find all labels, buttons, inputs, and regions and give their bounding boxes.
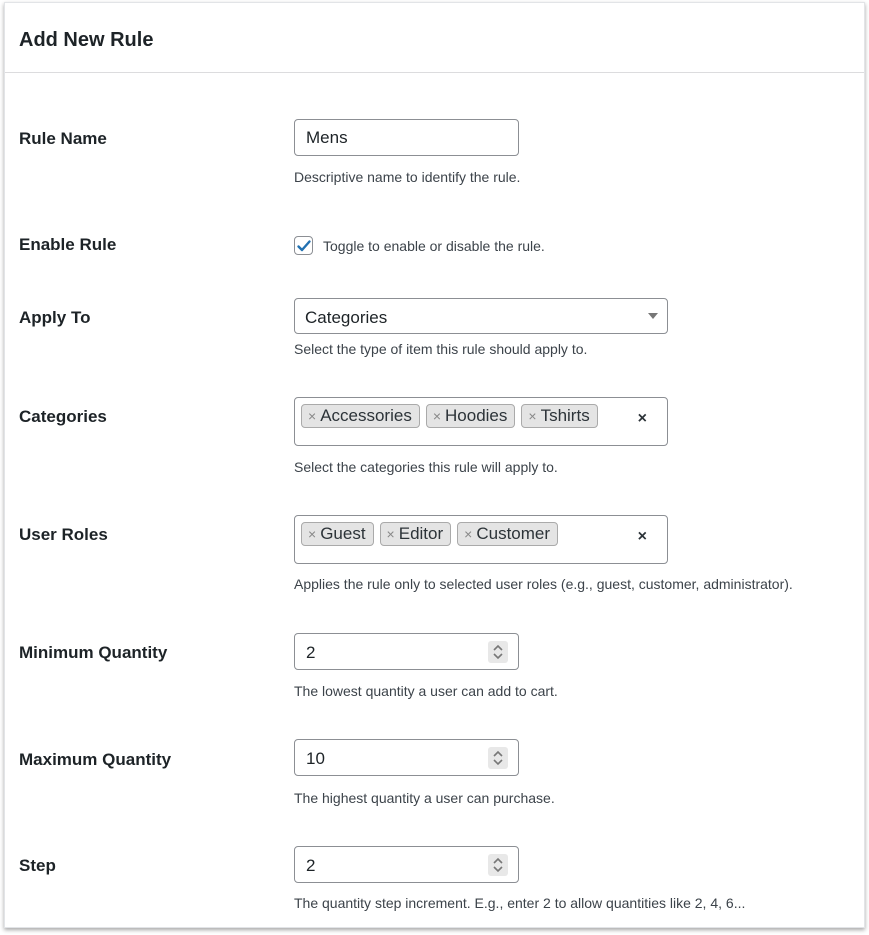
maximum-quantity-label: Maximum Quantity: [19, 750, 172, 769]
close-icon[interactable]: ×: [528, 408, 537, 424]
step-value: 2: [306, 856, 316, 875]
minimum-quantity-description: The lowest quantity a user can add to cart.: [294, 683, 558, 699]
role-tag-customer: [457, 522, 558, 546]
tag-label: Accessories: [320, 406, 412, 425]
number-spinner-icon[interactable]: [488, 854, 508, 876]
clear-all-icon[interactable]: ×: [637, 410, 647, 427]
rule-name-input[interactable]: [294, 119, 519, 156]
maximum-quantity-input[interactable]: [294, 739, 519, 776]
apply-to-description: Select the type of item this rule should apply to.: [294, 341, 588, 357]
close-icon[interactable]: ×: [464, 526, 473, 542]
step-label: Step: [19, 856, 56, 875]
tag-label: Editor: [398, 524, 444, 543]
category-tag-accessories: [301, 404, 420, 428]
close-icon[interactable]: ×: [386, 526, 395, 542]
clear-all-icon[interactable]: ×: [637, 528, 647, 545]
apply-to-selected-value: Categories: [305, 308, 388, 327]
minimum-quantity-label: Minimum Quantity: [19, 643, 168, 662]
step-input[interactable]: [294, 846, 519, 883]
close-icon[interactable]: ×: [432, 408, 442, 424]
categories-label: Categories: [19, 407, 107, 426]
enable-rule-checkbox[interactable]: [294, 236, 313, 255]
rule-name-label: Rule Name: [19, 129, 107, 148]
panel-header: [5, 3, 864, 73]
apply-to-label: Apply To: [19, 308, 91, 327]
page-title: Add New Rule: [19, 29, 154, 51]
number-spinner-icon[interactable]: [488, 747, 508, 769]
tag-label: Guest: [320, 524, 366, 543]
role-tag-guest: [301, 522, 374, 546]
rule-name-description: Descriptive name to identify the rule.: [294, 169, 521, 185]
user-roles-multiselect[interactable]: [294, 515, 668, 564]
role-tag-editor: [380, 522, 452, 546]
maximum-quantity-description: The highest quantity a user can purchase.: [294, 790, 555, 806]
enable-rule-label: Enable Rule: [19, 235, 117, 254]
checkmark-icon: [296, 238, 312, 254]
tag-label: Tshirts: [540, 406, 590, 425]
categories-description: Select the categories this rule will apply to.: [294, 459, 558, 475]
close-icon[interactable]: ×: [308, 526, 317, 542]
minimum-quantity-input[interactable]: [294, 633, 519, 670]
category-tag-tshirts: [521, 404, 597, 428]
user-roles-label: User Roles: [19, 525, 108, 544]
number-spinner-icon[interactable]: [488, 641, 508, 663]
enable-rule-checkbox-label[interactable]: Toggle to enable or disable the rule.: [323, 238, 545, 254]
caret-down-icon: [648, 313, 658, 319]
user-roles-description: Applies the rule only to selected user roles (e.g., guest, customer, administrator).: [294, 576, 793, 592]
step-description: The quantity step increment. E.g., enter 2 to allow quantities like 2, 4, 6...: [294, 895, 746, 911]
maximum-quantity-value: 10: [306, 749, 325, 768]
apply-to-select[interactable]: [294, 298, 668, 334]
close-icon[interactable]: ×: [308, 408, 317, 424]
add-rule-panel: [4, 2, 865, 928]
category-tag-hoodies: [426, 404, 516, 428]
minimum-quantity-value: 2: [306, 643, 316, 662]
categories-multiselect[interactable]: [294, 397, 668, 446]
tag-label: Hoodies: [445, 406, 508, 425]
tag-label: Customer: [476, 524, 551, 543]
